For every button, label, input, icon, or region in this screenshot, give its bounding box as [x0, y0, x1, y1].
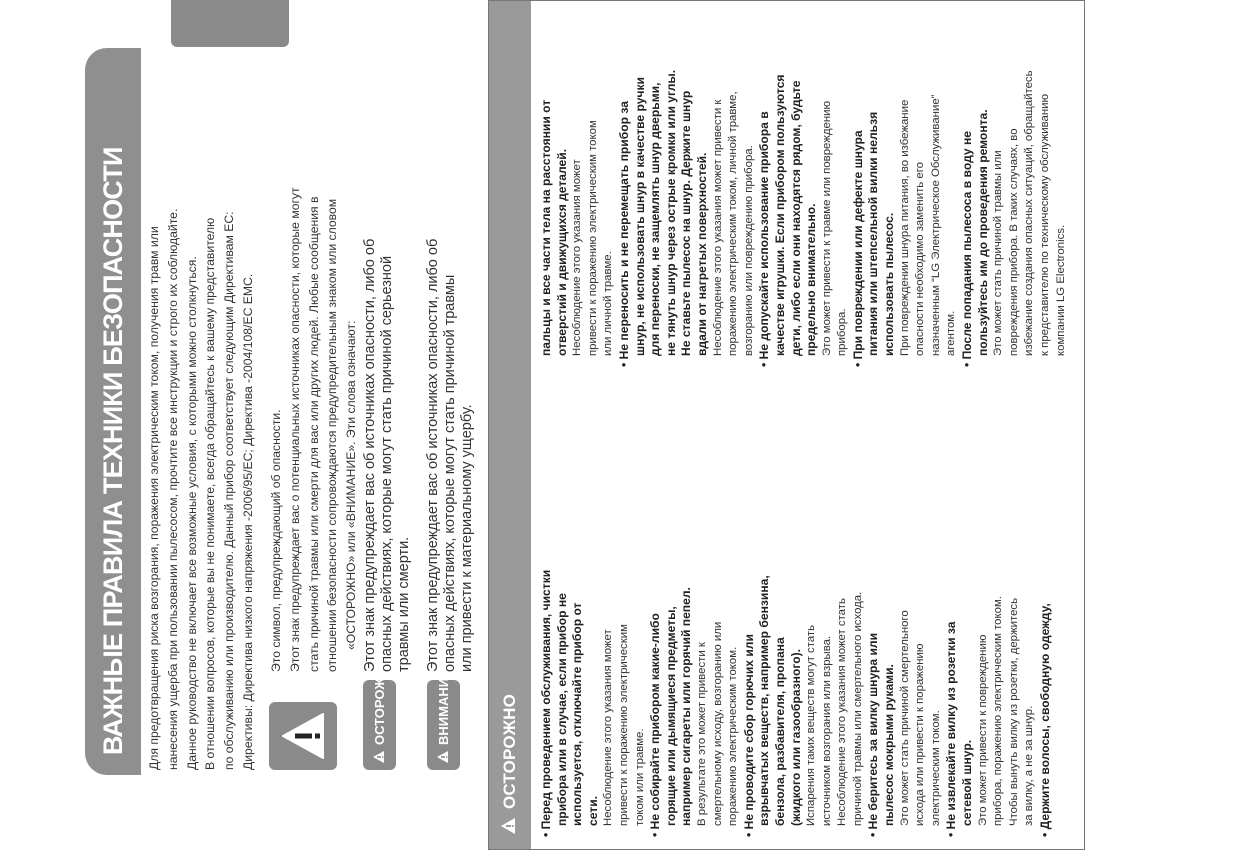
- caution-line: качестве игрушки. Если прибором пользуются: [772, 74, 787, 356]
- caution-line: смертельному исходу, возгоранию или: [711, 621, 724, 826]
- caution-line: Это может стать причиной смертельного: [898, 610, 911, 826]
- caution-line: не тянуть шнур через острые кромки или углы.: [663, 69, 678, 356]
- caution-line: • Не переносить и не перемещать прибор за: [616, 101, 631, 367]
- caution-line: исхода или привести к поражению: [914, 643, 927, 826]
- caution-line: дети, либо если они находятся рядом, будьте: [788, 80, 803, 356]
- warning-small-icon: [500, 817, 521, 835]
- attention-description: Этот знак предупреждает вас об источниках опасности, либо об опасных действиях, которые могут стать причиной травмы или привести к материальному ущербу.: [425, 238, 475, 672]
- caution-line: Несоблюдение этого указания может: [602, 629, 615, 826]
- intro-line: Директивы: Директива низкого напряжения -2006/95/ЕС; Директива -2004/108/ЕС EMC.: [240, 273, 255, 770]
- caution-line: • Не собирайте прибором какие-либо: [648, 613, 663, 837]
- caution-line: Это может привести к травме или повреждению: [820, 100, 833, 356]
- caution-line: Несоблюдение этого указания может: [571, 159, 584, 356]
- caution-line: • Не извлекайте вилку из розетки за: [944, 621, 959, 837]
- caution-line: пользуйтесь им до проведения ремонта.: [975, 109, 990, 356]
- attention-badge: [427, 669, 460, 770]
- caution-line: • Не допускайте использование прибора в: [757, 111, 772, 367]
- caution-line: назначенным “LG Электрическое Обслуживание”: [929, 94, 942, 356]
- symbol-legend: [257, 0, 477, 770]
- caution-line: током или травме.: [633, 728, 646, 826]
- warning-small-icon: [436, 750, 452, 764]
- caution-line: пальцы и все части тела на расстоянии от: [539, 99, 553, 356]
- caution-line: горящие или дымящиеся предметы,: [663, 606, 678, 826]
- caution-line: • Держите волосы, свободную одежду,: [1038, 603, 1052, 837]
- title-bar: [85, 48, 141, 775]
- caution-box: [488, 0, 1085, 850]
- caution-line: к представителю по техническому обслуживанию: [1039, 93, 1051, 356]
- caution-line: компании LG Electronics.: [1054, 224, 1067, 356]
- caution-line: (жидкого или газообразного).: [788, 648, 803, 826]
- caution-line: сетевой шнур.: [960, 739, 975, 826]
- caution-line: причиной травмы или смертельного исхода.: [851, 591, 864, 826]
- caution-line: опасности необходимо заменить его: [914, 162, 927, 356]
- caution-line: например сигареты или горячий пепел.: [679, 587, 694, 826]
- intro-line: В отношении вопросов, которые вы не понимаете, всегда обращайтесь к вашему представителю: [203, 217, 218, 770]
- caution-line: Несоблюдение этого указания может привести к: [711, 99, 724, 356]
- caution-line: отверстий и движущихся деталей.: [554, 148, 569, 356]
- caution-line: поражению электрическим током, личной травме,: [727, 91, 740, 356]
- caution-line: избежание создания опасных ситуаций, обращайтесь: [1023, 70, 1036, 356]
- caution-line: прибора, поражению электрическим током.: [992, 596, 1005, 826]
- caution-line: предельно внимательно.: [804, 203, 819, 356]
- attention-label: ВНИМАНИЕ: [436, 669, 451, 745]
- caution-line: или личной травме.: [602, 251, 615, 356]
- warning-small-icon: [372, 750, 388, 764]
- caution-line: • Не проводите сбор горючих или: [741, 634, 756, 837]
- document-page: [85, 0, 1085, 850]
- caution-line: Несоблюдение этого указания может стать: [836, 598, 849, 826]
- caution-badge: [363, 658, 396, 770]
- caution-line: использовать пылесос.: [882, 212, 897, 356]
- intro-line: нанесения ущерба при пользовании пылесосом, прочтите все инструкции и строго их соблюдайте.: [165, 208, 180, 770]
- intro-line: Данное руководство не включает все возможные условия, с которыми можно столкнуться.: [184, 256, 199, 770]
- caution-line: прибора.: [836, 308, 849, 356]
- caution-line: вдали от нагретых поверхностей.: [694, 152, 709, 356]
- caution-line: используется, отключайте прибор от: [570, 602, 585, 826]
- caution-label: ОСТОРОЖНО: [372, 658, 387, 745]
- caution-line: Испарения таких веществ могут стать: [805, 624, 818, 826]
- intro-line: по обслуживанию или производителю. Данный прибор соответствует следующим Директивам ЕС:: [222, 211, 237, 770]
- caution-line: Не ставьте пылесос на шнур. Держите шнур: [679, 90, 694, 356]
- caution-line: бензола, разбавителя, пропана: [772, 637, 787, 826]
- caution-line: источником возгорания или взрыва.: [820, 635, 833, 826]
- caution-line: взрывчатых веществ, например бензина,: [757, 575, 772, 826]
- page-title: ВАЖНЫЕ ПРАВИЛА ТЕХНИКИ БЕЗОПАСНОСТИ: [97, 147, 128, 755]
- intro-paragraph: [145, 0, 258, 770]
- caution-line: Это может стать причиной травмы или: [992, 150, 1005, 356]
- caution-line: пылесос мокрыми руками.: [882, 664, 897, 826]
- caution-line: возгоранию или повреждению прибора.: [742, 145, 755, 356]
- caution-line: привести к поражению электрическим током: [586, 120, 599, 356]
- caution-box-header: [489, 1, 531, 849]
- warning-triangle-icon: [269, 702, 337, 770]
- caution-description: Этот знак предупреждает вас об источниках опасности, либо об опасных действиях, которые могут стать причиной серьезной травмы или смерти.: [362, 238, 412, 672]
- intro-line: Для предотвращения риска возгорания, поражения электрическим током, получения травм или: [147, 226, 161, 770]
- caution-line: электрическим током.: [929, 710, 942, 826]
- caution-line: • Не беритесь за вилку шнура или: [866, 632, 881, 837]
- caution-line: за вилку, а не за шнур.: [1023, 705, 1036, 826]
- caution-line: питания или штепсельной вилки нельзя: [866, 111, 881, 356]
- caution-line: шнур, не использовать шнур в качестве ручки: [632, 77, 647, 356]
- caution-line: агентом.: [945, 310, 958, 356]
- caution-line: Это может привести к повреждению: [976, 634, 989, 826]
- caution-line: • После попадания пылесоса в воду не: [960, 130, 975, 367]
- caution-line: Чтобы вынуть вилку из розетки, держитесь: [1007, 597, 1020, 826]
- caution-line: В результате это может привести к: [695, 642, 708, 826]
- caution-column-right: [539, 34, 1069, 367]
- caution-box-title: ОСТОРОЖНО: [500, 693, 519, 809]
- caution-line: для переноски, не защемлять шнур дверьми,: [648, 82, 663, 356]
- caution-line: • Перед проведением обслуживания, чистки: [539, 569, 553, 837]
- symbol-description: Это символ, предупреждающий об опасности. Этот знак предупреждает вас о потенциальных источниках опасности, которые могут стать причиной травмы или смерти для вас или других людей. Любые сообщения в отношении безопасности сопровождаются предупредительным знаком или словом «ОСТОРОЖНО» или «ВНИМАНИЕ». Эти слова означают:: [269, 187, 359, 672]
- caution-line: • При повреждении или дефекте шнура: [850, 130, 865, 367]
- caution-line: поражению электрическим током.: [727, 646, 740, 826]
- caution-line: привести к поражению электрическим: [617, 624, 630, 826]
- caution-line: сети.: [585, 795, 600, 826]
- caution-line: прибора или в случае, если прибор не: [554, 593, 569, 826]
- caution-line: При повреждении шнура питания, во избежание: [898, 99, 911, 356]
- caution-line: повреждения прибора. В таких случаях, во: [1007, 128, 1020, 356]
- caution-column-left: [539, 504, 1054, 837]
